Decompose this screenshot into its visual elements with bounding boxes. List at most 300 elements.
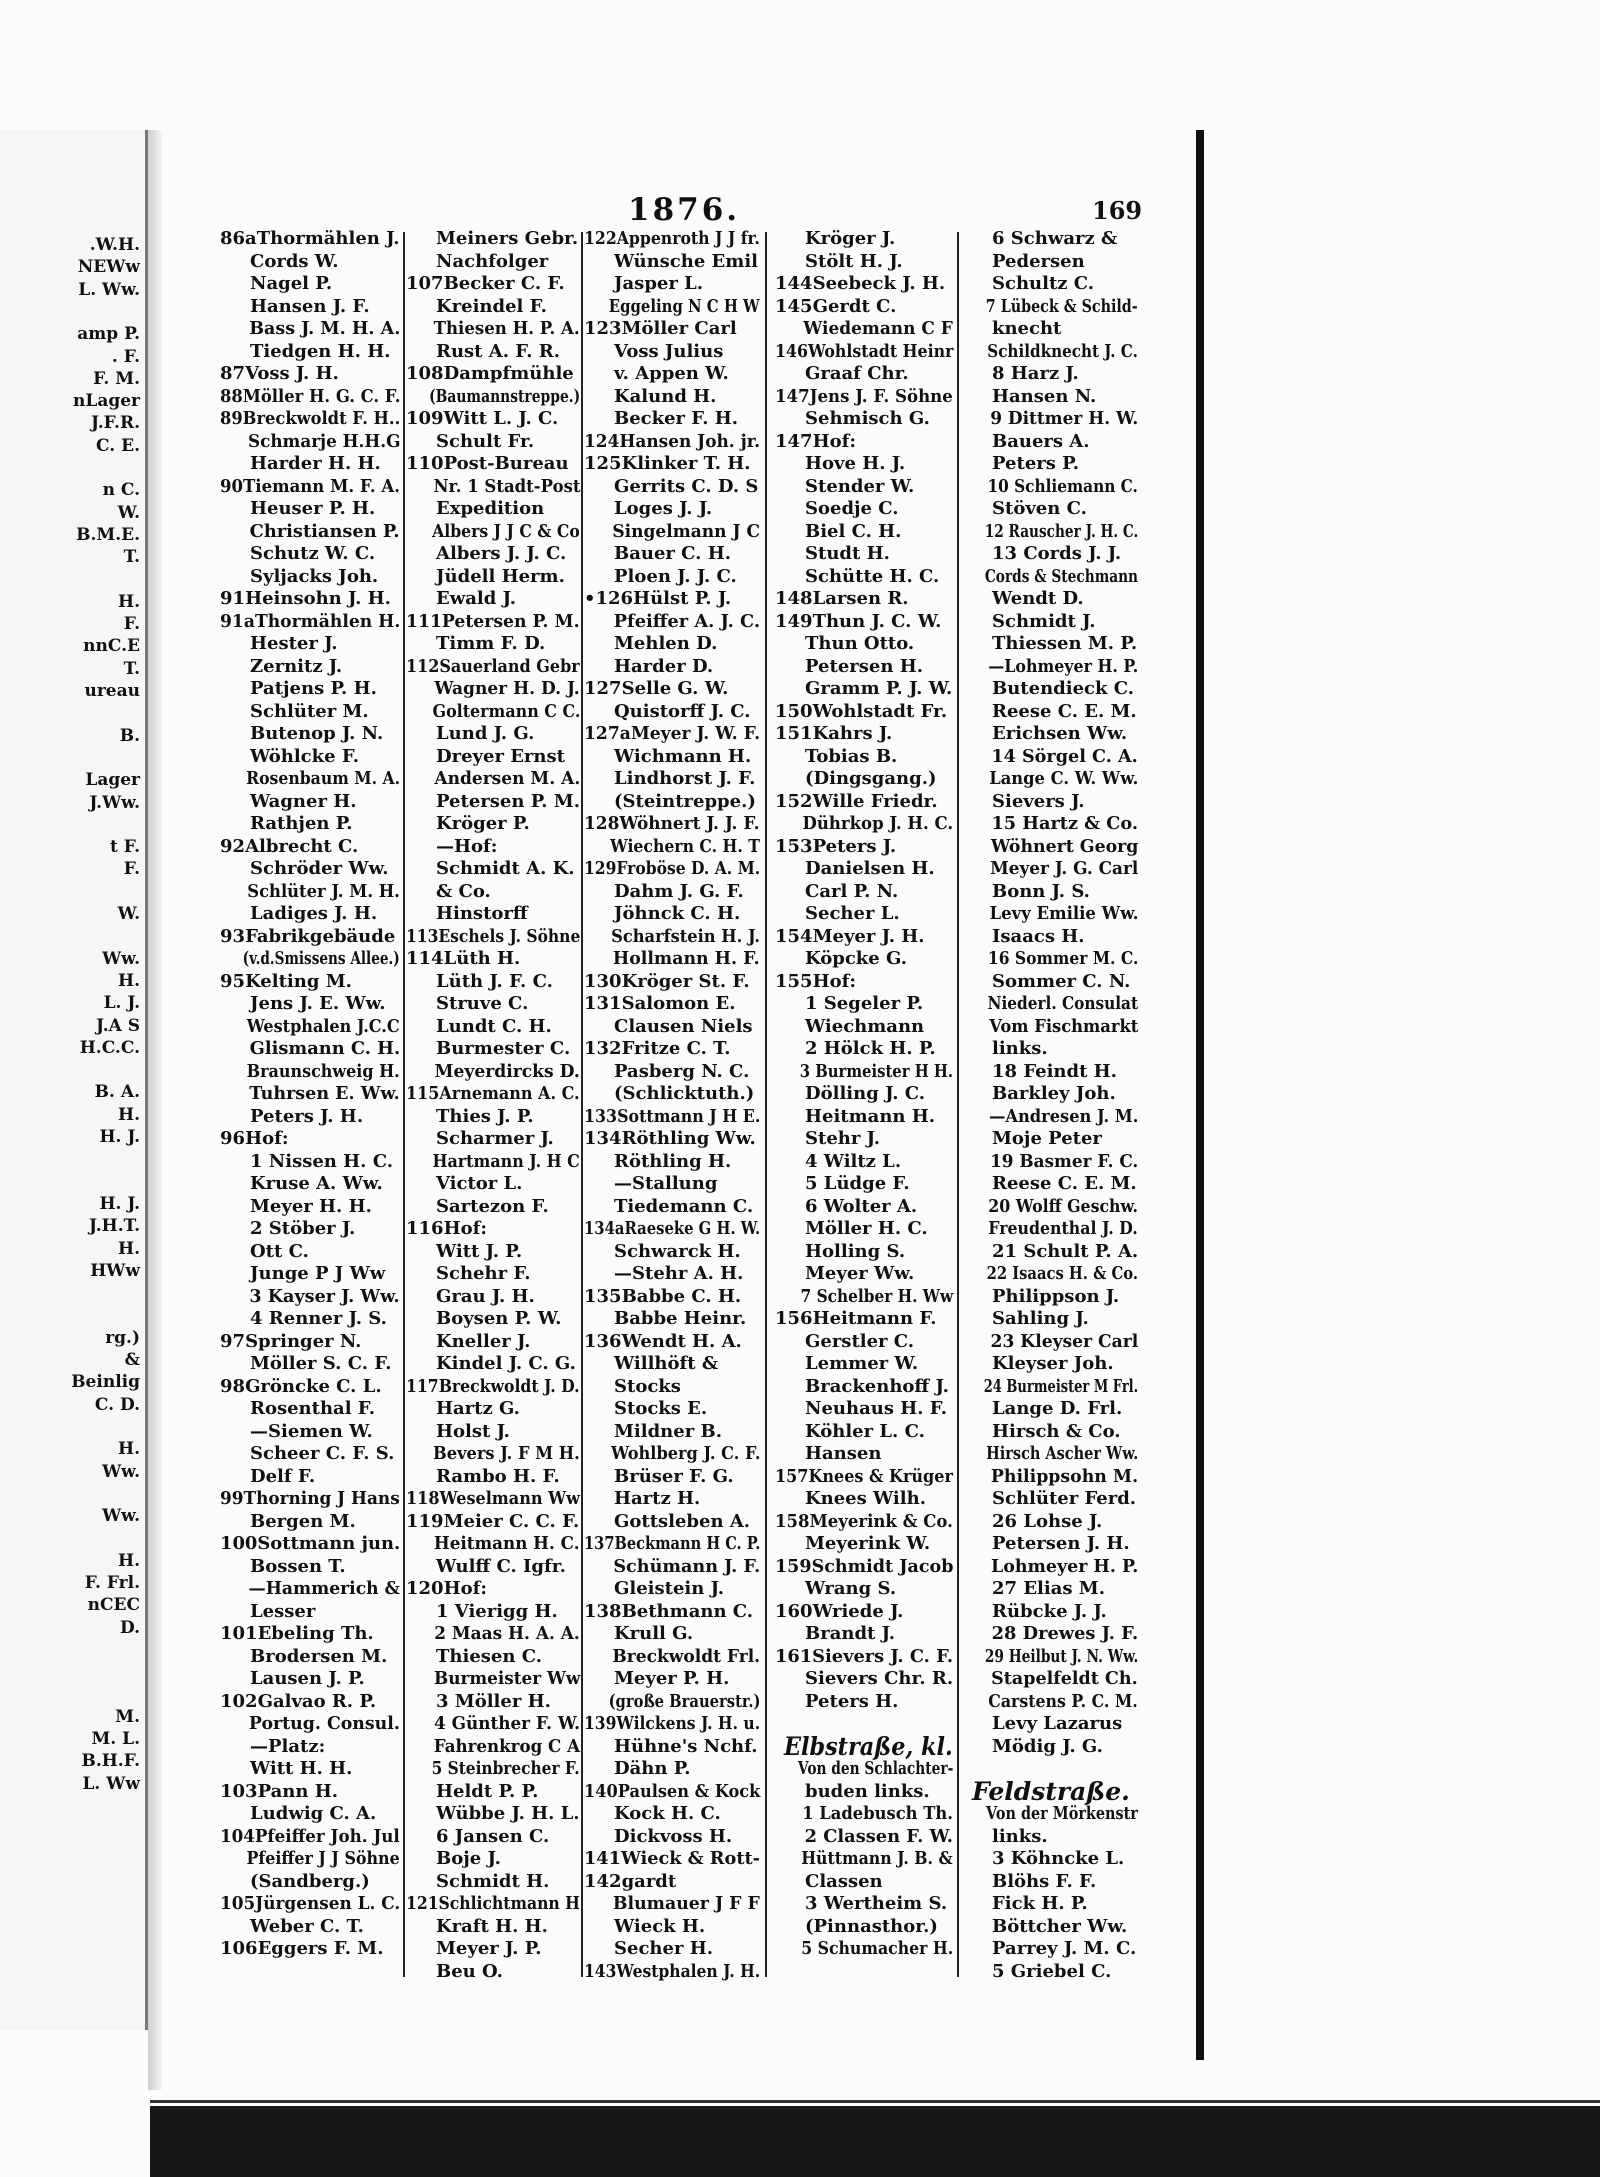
entry-text: Stehr J. (805, 1128, 880, 1149)
directory-entry (220, 1848, 400, 1871)
directory-entry (406, 1803, 580, 1826)
house-number: 146 (775, 340, 808, 362)
directory-entry (220, 1173, 383, 1196)
entry-text: Sauerland Gebr (439, 655, 580, 677)
entry-text: Witt H. H. (250, 1758, 353, 1779)
directory-column-1 (220, 228, 400, 1978)
entry-text: Knees & Krüger (808, 1465, 953, 1487)
directory-entry (584, 1083, 754, 1106)
directory-entry (406, 363, 574, 386)
previous-page-text: Ww. (102, 1461, 140, 1482)
directory-entry (406, 1151, 580, 1174)
directory-entry (775, 768, 936, 791)
entry-text: Stocks (614, 1375, 681, 1397)
house-number: 90 (220, 475, 244, 497)
house-number: 155 (775, 970, 813, 992)
column-rule (403, 232, 405, 1977)
directory-entry (220, 903, 377, 926)
directory-entry (584, 1106, 760, 1129)
entry-text: Kneller J. (436, 1330, 531, 1352)
column-rule (581, 232, 583, 1977)
entry-text: v. Appen W. (614, 363, 729, 384)
directory-entry (584, 858, 760, 881)
previous-page-text: t F. (109, 837, 140, 858)
house-number: 108 (406, 363, 444, 384)
directory-entry (584, 836, 760, 859)
entry-text: Hove H. J. (805, 453, 906, 474)
directory-entry (406, 1398, 520, 1421)
entry-text: Raeseke G H. W. (624, 1218, 761, 1239)
entry-text: Babbe C. H. (621, 1285, 742, 1307)
directory-entry (220, 1421, 373, 1444)
entry-text: Dreyer Ernst (436, 745, 565, 767)
entry-text: Feldstraße. (972, 1776, 1130, 1806)
directory-entry (584, 566, 737, 589)
directory-entry (406, 791, 580, 814)
entry-text: 16 Sommer M. C. (987, 948, 1139, 969)
entry-text: Sievers J. C. F. (812, 1645, 954, 1667)
entry-text: 3 Köhncke L. (992, 1848, 1125, 1869)
directory-entry (584, 1151, 731, 1174)
directory-entry (775, 1848, 953, 1871)
scan-bottom-border (150, 2106, 1600, 2177)
previous-page-text: H.C.C. (79, 1037, 140, 1058)
entry-text: Thiesen C. (436, 1645, 542, 1667)
previous-page-text: HWw (90, 1260, 140, 1281)
directory-entry (584, 431, 760, 454)
directory-entry (220, 341, 390, 364)
entry-text: Harder D. (614, 655, 714, 677)
house-number: 93 (220, 925, 246, 947)
directory-entry (406, 1376, 580, 1399)
directory-entry (584, 1803, 721, 1826)
entry-text: 4 Renner J. S. (250, 1308, 387, 1329)
page-number: 169 (1092, 196, 1143, 225)
street-heading (962, 1776, 1130, 1806)
entry-text: Larsen R. (812, 588, 909, 609)
directory-entry (220, 1938, 384, 1961)
directory-entry (584, 1781, 760, 1804)
directory-entry (584, 296, 760, 319)
entry-text: Wohlstadt Fr. (812, 700, 948, 722)
previous-page-text: B. (119, 725, 140, 746)
entry-text: Dührkop J. H. C. (802, 813, 954, 834)
directory-entry (220, 566, 378, 589)
entry-text: Köpcke G. (805, 948, 907, 969)
directory-entry (775, 1758, 953, 1781)
previous-page-text: F. (123, 859, 140, 880)
directory-entry (775, 1646, 953, 1669)
directory-entry (775, 1668, 953, 1691)
entry-text: Levy Emilie Ww. (989, 903, 1139, 924)
entry-text: Petersen P. M. (436, 790, 580, 812)
entry-text: Witt J. P. (436, 1240, 523, 1262)
house-number: 157 (775, 1465, 809, 1487)
directory-entry (406, 296, 547, 319)
directory-entry (775, 1061, 953, 1084)
entry-text: Brackenhoff J. (805, 1375, 949, 1397)
directory-entry (962, 1511, 1102, 1534)
entry-text: Klinker T. H. (621, 453, 751, 474)
directory-entry (584, 1916, 705, 1939)
directory-entry (775, 678, 952, 701)
previous-page-text: H. J. (99, 1127, 140, 1147)
entry-text: 28 Drewes J. F. (991, 1623, 1139, 1644)
previous-page-text: ureau (84, 681, 140, 701)
directory-entry (962, 363, 1079, 386)
entry-text: (Baumannstreppe.) (429, 385, 581, 407)
entry-text: Ebeling Th. (257, 1623, 374, 1644)
directory-entry (962, 791, 1084, 814)
entry-text: 22 Isaacs H. & Co. (986, 1263, 1139, 1284)
directory-entry (406, 1893, 580, 1916)
entry-text: Blumauer J F F (612, 1893, 760, 1914)
directory-entry (962, 1263, 1138, 1286)
entry-text: Möller S. C. F. (250, 1353, 392, 1374)
entry-text: Möller Carl (621, 318, 737, 339)
directory-entry (962, 1016, 1138, 1039)
directory-entry (406, 903, 528, 926)
directory-entry (962, 1218, 1138, 1241)
house-number: 103 (220, 1780, 258, 1802)
previous-page-text: F. Frl. (84, 1573, 140, 1593)
directory-entry (775, 1803, 953, 1826)
entry-text: 27 Elias M. (992, 1578, 1105, 1599)
previous-page-text: L. Ww. (78, 279, 140, 300)
entry-text: —Stallung (614, 1173, 718, 1194)
entry-text: Hüttmann J. B. & (801, 1848, 953, 1869)
directory-entry (406, 701, 580, 724)
entry-text: 9 Dittmer H. W. (990, 408, 1139, 429)
directory-entry (584, 971, 750, 994)
entry-text: Nr. 1 Stadt-Post (433, 475, 581, 497)
entry-text: Graaf Chr. (805, 363, 909, 384)
directory-entry (962, 1668, 1138, 1691)
directory-entry (406, 678, 580, 701)
directory-entry (775, 1578, 896, 1601)
house-number: 161 (775, 1645, 813, 1667)
directory-entry (220, 521, 400, 544)
directory-entry (406, 1646, 542, 1669)
directory-entry (584, 656, 713, 679)
house-number: 148 (775, 588, 813, 609)
directory-entry (584, 1331, 742, 1354)
directory-entry (220, 836, 358, 859)
directory-entry (584, 543, 731, 566)
entry-text: Beu O. (436, 1960, 503, 1982)
entry-text: Schmidt J. (992, 610, 1096, 632)
directory-entry (962, 1106, 1138, 1129)
entry-text: links. (992, 1825, 1048, 1847)
entry-text: Kröger P. (436, 813, 530, 834)
entry-text: Von der Mörkenstr (986, 1803, 1138, 1824)
entry-text: Hansen (805, 1443, 882, 1464)
entry-text: Mildner B. (614, 1420, 722, 1442)
entry-text: Hester J. (250, 633, 338, 654)
entry-text: Mehlen D. (614, 633, 718, 654)
entry-text: Hof: (812, 970, 856, 992)
directory-entry (962, 1691, 1138, 1714)
directory-entry (775, 1601, 903, 1624)
entry-text: Gottsleben A. (614, 1510, 751, 1532)
entry-text: 1 Ladebusch Th. (802, 1803, 953, 1824)
directory-entry (962, 543, 1121, 566)
entry-text: Rübcke J. J. (992, 1600, 1107, 1622)
entry-text: Junge P J Ww (250, 1263, 386, 1284)
directory-entry (220, 476, 400, 499)
directory-entry (775, 1263, 914, 1286)
entry-text: Lundt C. H. (436, 1015, 552, 1037)
entry-text: Froböse D. A. M. (616, 858, 761, 879)
directory-entry (962, 1893, 1088, 1916)
directory-entry (962, 1871, 1096, 1894)
entry-text: Nagel P. (250, 273, 333, 294)
directory-entry (220, 1601, 315, 1624)
directory-entry (406, 1533, 580, 1556)
entry-text: Kock H. C. (614, 1803, 721, 1824)
directory-entry (584, 1218, 760, 1241)
previous-page-text: Ww. (102, 948, 140, 969)
directory-entry (406, 318, 580, 341)
entry-text: Lange D. Frl. (992, 1398, 1123, 1419)
directory-entry (775, 1196, 917, 1219)
directory-entry (406, 948, 520, 971)
directory-entry (406, 588, 516, 611)
entry-text: & Co. (436, 880, 491, 902)
entry-text: Galvao R. P. (257, 1690, 377, 1712)
street-heading (775, 1731, 953, 1761)
entry-text: Stender W. (805, 475, 915, 497)
directory-entry (220, 228, 400, 251)
directory-entry (775, 453, 905, 476)
directory-entry (584, 1241, 741, 1264)
directory-entry (220, 588, 391, 611)
entry-text: Glismann C. H. (249, 1038, 401, 1059)
directory-entry (406, 1353, 576, 1376)
entry-text: Sottmann J H E. (617, 1105, 761, 1127)
directory-entry (962, 993, 1138, 1016)
entry-text: Wrang S. (805, 1578, 897, 1599)
directory-entry (406, 768, 580, 791)
entry-text: Salomon E. (621, 993, 736, 1014)
directory-entry (775, 1016, 924, 1039)
house-number: 129 (584, 858, 617, 879)
directory-column-5 (962, 228, 1139, 1982)
previous-page-text: T. (123, 658, 140, 679)
entry-text: Schehr F. (436, 1263, 531, 1284)
entry-text: 24 Burmeister M Frl. (983, 1375, 1139, 1397)
directory-entry (220, 813, 353, 836)
entry-text: Sehmisch G. (805, 408, 930, 429)
directory-entry (406, 431, 534, 454)
directory-entry (775, 408, 930, 431)
directory-entry (406, 1038, 570, 1061)
directory-entry (406, 1196, 549, 1219)
directory-entry (962, 926, 1085, 949)
directory-entry (775, 251, 903, 274)
entry-text: Victor L. (436, 1173, 523, 1194)
directory-entry (220, 881, 400, 904)
entry-text: Sartezon F. (436, 1195, 549, 1217)
directory-entry (220, 926, 395, 949)
entry-text: Classen (805, 1870, 883, 1892)
entry-text: Westphalen J.C.C (246, 1015, 400, 1037)
directory-entry (406, 1938, 542, 1961)
directory-entry (962, 521, 1138, 544)
entry-text: Holling S. (805, 1240, 906, 1262)
entry-text: Timm F. D. (436, 633, 546, 654)
entry-text: Stöven C. (992, 498, 1087, 519)
previous-page-text: D. (119, 1617, 140, 1638)
house-number: 98 (220, 1375, 246, 1397)
previous-page-text: F. (123, 614, 140, 635)
directory-entry (962, 498, 1087, 521)
directory-entry (406, 1263, 531, 1286)
entry-text: Peters J. H. (250, 1105, 364, 1127)
directory-entry (962, 1353, 1114, 1376)
entry-text: Meyer Ww. (805, 1263, 915, 1284)
entry-text: 1 Nissen H. C. (250, 1150, 393, 1172)
directory-entry (962, 813, 1138, 836)
previous-page-text: H. (118, 1439, 140, 1460)
entry-text: Wöhlcke F. (250, 745, 360, 767)
previous-page-text: F. M. (93, 368, 140, 389)
directory-entry (584, 1466, 734, 1489)
previous-page-text: amp P. (77, 324, 140, 345)
directory-entry (962, 476, 1138, 499)
directory-entry (775, 521, 901, 544)
house-number: 88 (220, 385, 243, 407)
entry-text: Bonn J. S. (992, 880, 1090, 902)
entry-text: —Hof: (436, 835, 498, 857)
entry-text: Harder H. H. (250, 453, 381, 474)
entry-text: (Dingsgang.) (805, 768, 937, 789)
directory-entry (584, 1173, 717, 1196)
entry-text: Meier C. C. F. (443, 1510, 580, 1532)
directory-entry (962, 746, 1138, 769)
directory-entry (406, 993, 528, 1016)
directory-entry (962, 251, 1085, 274)
previous-page-text: NEWw (77, 257, 140, 278)
entry-text: Isaacs H. (992, 925, 1085, 947)
directory-entry (775, 588, 909, 611)
house-number: 102 (220, 1690, 258, 1712)
directory-entry (406, 1106, 534, 1129)
directory-entry (220, 251, 338, 274)
house-number: 138 (584, 1600, 622, 1622)
entry-text: Jens J. E. Ww. (250, 993, 386, 1014)
directory-entry (584, 926, 760, 949)
entry-text: Post-Bureau (443, 453, 569, 474)
entry-text: Babbe Heinr. (614, 1308, 747, 1329)
directory-entry (406, 1173, 522, 1196)
directory-entry (775, 1556, 953, 1579)
entry-text: 2 Classen F. W. (804, 1825, 953, 1847)
directory-entry (962, 431, 1090, 454)
entry-text: 10 Schliemann C. (987, 475, 1138, 497)
directory-entry (962, 656, 1138, 679)
directory-entry (584, 1848, 760, 1871)
entry-text: 12 Rauscher J. H. C. (984, 520, 1139, 542)
directory-entry (220, 1871, 370, 1894)
entry-text: Scharfstein H. J. (611, 925, 761, 947)
directory-entry (775, 1826, 953, 1849)
entry-text: 3 Burmeister H H. (799, 1060, 954, 1082)
previous-page-text: nnC.E (83, 636, 140, 657)
entry-text: Albrecht C. (245, 835, 359, 857)
directory-entry (962, 1421, 1121, 1444)
directory-entry (584, 1376, 681, 1399)
directory-entry (584, 363, 729, 386)
directory-entry (584, 993, 735, 1016)
directory-entry (406, 971, 553, 994)
directory-entry (220, 858, 389, 881)
entry-text: Weselmann Ww (439, 1488, 580, 1509)
directory-entry (406, 1916, 548, 1939)
directory-entry (584, 1286, 741, 1309)
directory-entry (406, 633, 545, 656)
previous-page-text: Ww. (102, 1506, 140, 1527)
entry-text: Kreindel F. (436, 295, 547, 317)
entry-text: Schmidt Jacob (811, 1555, 954, 1577)
directory-entry (775, 881, 898, 904)
entry-text: Köhler L. C. (805, 1420, 925, 1442)
entry-text: Heldt P. P. (436, 1780, 539, 1802)
directory-entry (584, 1016, 753, 1039)
entry-text: Paulsen & Kock (617, 1780, 761, 1802)
entry-text: Meyer H. H. (250, 1195, 372, 1217)
entry-text: 7 Schelber H. Ww (800, 1285, 954, 1307)
entry-text: Breckwoldt F. H.. (242, 408, 401, 429)
previous-page-text: . F. (111, 346, 140, 367)
directory-entry (406, 1128, 554, 1151)
directory-entry (584, 948, 760, 971)
directory-entry (406, 1218, 487, 1241)
directory-entry (584, 1691, 760, 1714)
entry-text: knecht (992, 318, 1062, 339)
entry-text: 18 Feindt H. (992, 1060, 1117, 1082)
entry-text: Tiemann M. F. A. (243, 475, 401, 497)
entry-text: Burmester C. (436, 1038, 571, 1059)
entry-text: Wriede J. (812, 1600, 904, 1622)
directory-entry (775, 566, 939, 589)
entry-text: Kröger J. (805, 228, 896, 249)
directory-entry (406, 858, 575, 881)
house-number: 152 (775, 790, 813, 812)
house-number: 100 (220, 1533, 258, 1554)
previous-page-text: C. E. (96, 435, 140, 456)
house-number: 154 (775, 925, 813, 947)
entry-text: Willhöft & (614, 1353, 719, 1374)
directory-column-4 (775, 228, 953, 1978)
entry-text: Appenroth J J fr. (616, 228, 760, 249)
entry-text: Lange C. W. Ww. (989, 768, 1139, 789)
house-number: 113 (406, 925, 439, 947)
directory-entry (406, 1083, 580, 1106)
entry-text: Struve C. (436, 993, 529, 1014)
entry-text: Heinsohn J. H. (245, 588, 391, 609)
entry-text: (Sandberg.) (250, 1870, 370, 1892)
entry-text: Singelmann J C (612, 520, 761, 542)
directory-entry (406, 251, 548, 274)
directory-entry (220, 1308, 387, 1331)
house-number: 147 (775, 430, 813, 452)
directory-entry (775, 791, 938, 814)
entry-text: Gerrits C. D. S (614, 475, 759, 497)
entry-text: Fahrenkrog C A (433, 1735, 581, 1757)
entry-text: Wendt H. A. (621, 1330, 742, 1352)
directory-entry (406, 1556, 566, 1579)
